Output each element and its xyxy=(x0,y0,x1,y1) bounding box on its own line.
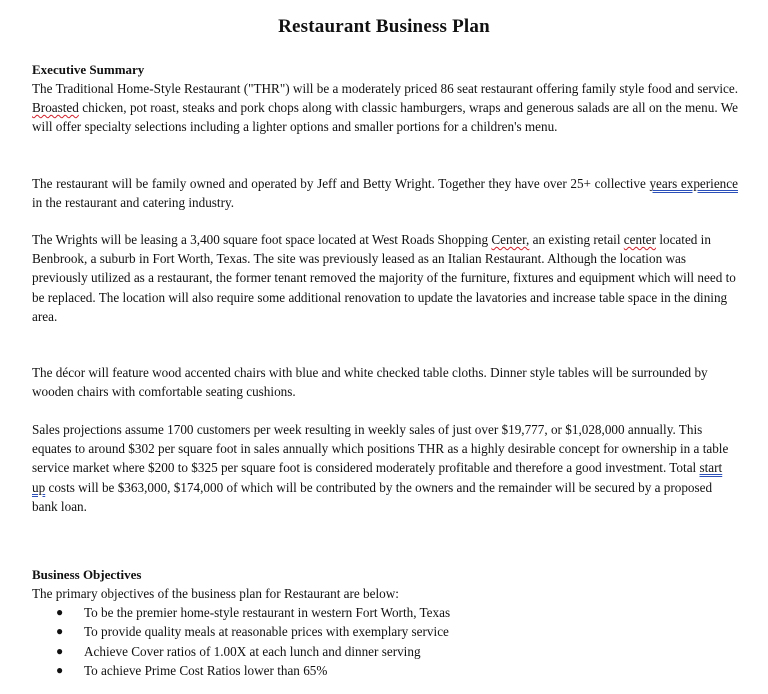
business-objectives-intro: The primary objectives of the business plan for Restaurant are below: xyxy=(32,586,399,601)
text-run: chicken, pot roast, steaks and pork chops along with classic hamburgers, wraps and generous salads are all on the menu. We will offer specialty selections including a lighter options and smaller portions for a children's menu. xyxy=(32,100,738,135)
text-run: The Traditional Home-Style Restaurant ("THR") will be a moderately priced 86 seat restaurant offering family style food and service. xyxy=(32,81,738,96)
text-run: The restaurant will be family owned and operated by Jeff and Betty Wright. Together they have over 25+ collective xyxy=(32,176,650,191)
text-run: located in Benbrook, a suburb in Fort Worth, Texas. The site was previously leased as an Italian Restaurant. Although the location was previously utilized as a restaurant, the former tenant removed the majority of the furniture, fixtures and equipment which will need to be replaced. The location will also require some additional renovation to update the lavatories and increase table space in the dining area. xyxy=(32,232,736,324)
objective-text: Achieve Cover ratios of 1.00X at each lunch and dinner serving xyxy=(84,643,421,659)
objective-item xyxy=(32,661,450,680)
objective-text: To achieve Prime Cost Ratios lower than 65% xyxy=(84,663,328,679)
grammar-flag[interactable]: start up xyxy=(32,460,723,495)
text-run: an existing retail xyxy=(529,232,624,247)
spelling-flag[interactable]: Center, xyxy=(491,232,530,247)
document-title: Restaurant Business Plan xyxy=(278,16,490,37)
objective-text: To provide quality meals at reasonable prices with exemplary service xyxy=(84,624,449,640)
bullet-icon: ● xyxy=(56,624,64,639)
executive-summary-heading: Executive Summary xyxy=(32,62,145,77)
bullet-icon: ● xyxy=(56,643,64,658)
business-objectives-heading: Business Objectives xyxy=(32,567,142,582)
bullet-icon: ● xyxy=(56,663,64,678)
text-run: in the restaurant and catering industry. xyxy=(32,195,235,211)
objective-item xyxy=(32,622,450,641)
objective-text: To be the premier home-style restaurant in western Fort Worth, Texas xyxy=(84,605,451,620)
executive-summary-paragraph-1 xyxy=(32,79,738,137)
text-run: Sales projections assume 1700 customers per week resulting in weekly sales of just over $19,777, or $1,028,000 annually. This equates to around $302 per square foot in sales annually which positions THR as a highly desirable concept for ownership in a table service market where $200 to $325 per square foot is considered moderately profitable and therefore a good investment. Total xyxy=(32,422,729,476)
objectives-list xyxy=(32,603,450,681)
spelling-flag[interactable]: center xyxy=(623,232,657,247)
executive-summary-paragraph-5 xyxy=(32,420,738,516)
bullet-icon: ● xyxy=(56,605,64,619)
spelling-flag[interactable]: Broasted xyxy=(32,100,79,116)
text-run: The Wrights will be leasing a 3,400 square foot space located at West Roads Shopping xyxy=(32,232,492,247)
executive-summary-paragraph-3 xyxy=(32,230,738,326)
objective-item xyxy=(32,642,450,661)
objective-item xyxy=(32,603,450,622)
text-run: costs will be $363,000, $174,000 of which will be contributed by the owners and the remainder will be secured by a proposed bank loan. xyxy=(32,479,713,514)
executive-summary-paragraph-4: The décor will feature wood accented chairs with blue and white checked table cloths. Dinner style tables will be surrounded by wooden chairs with comfortable seating cushions. xyxy=(32,365,708,400)
grammar-flag[interactable]: years experience xyxy=(649,176,738,191)
executive-summary-paragraph-2 xyxy=(32,174,738,212)
